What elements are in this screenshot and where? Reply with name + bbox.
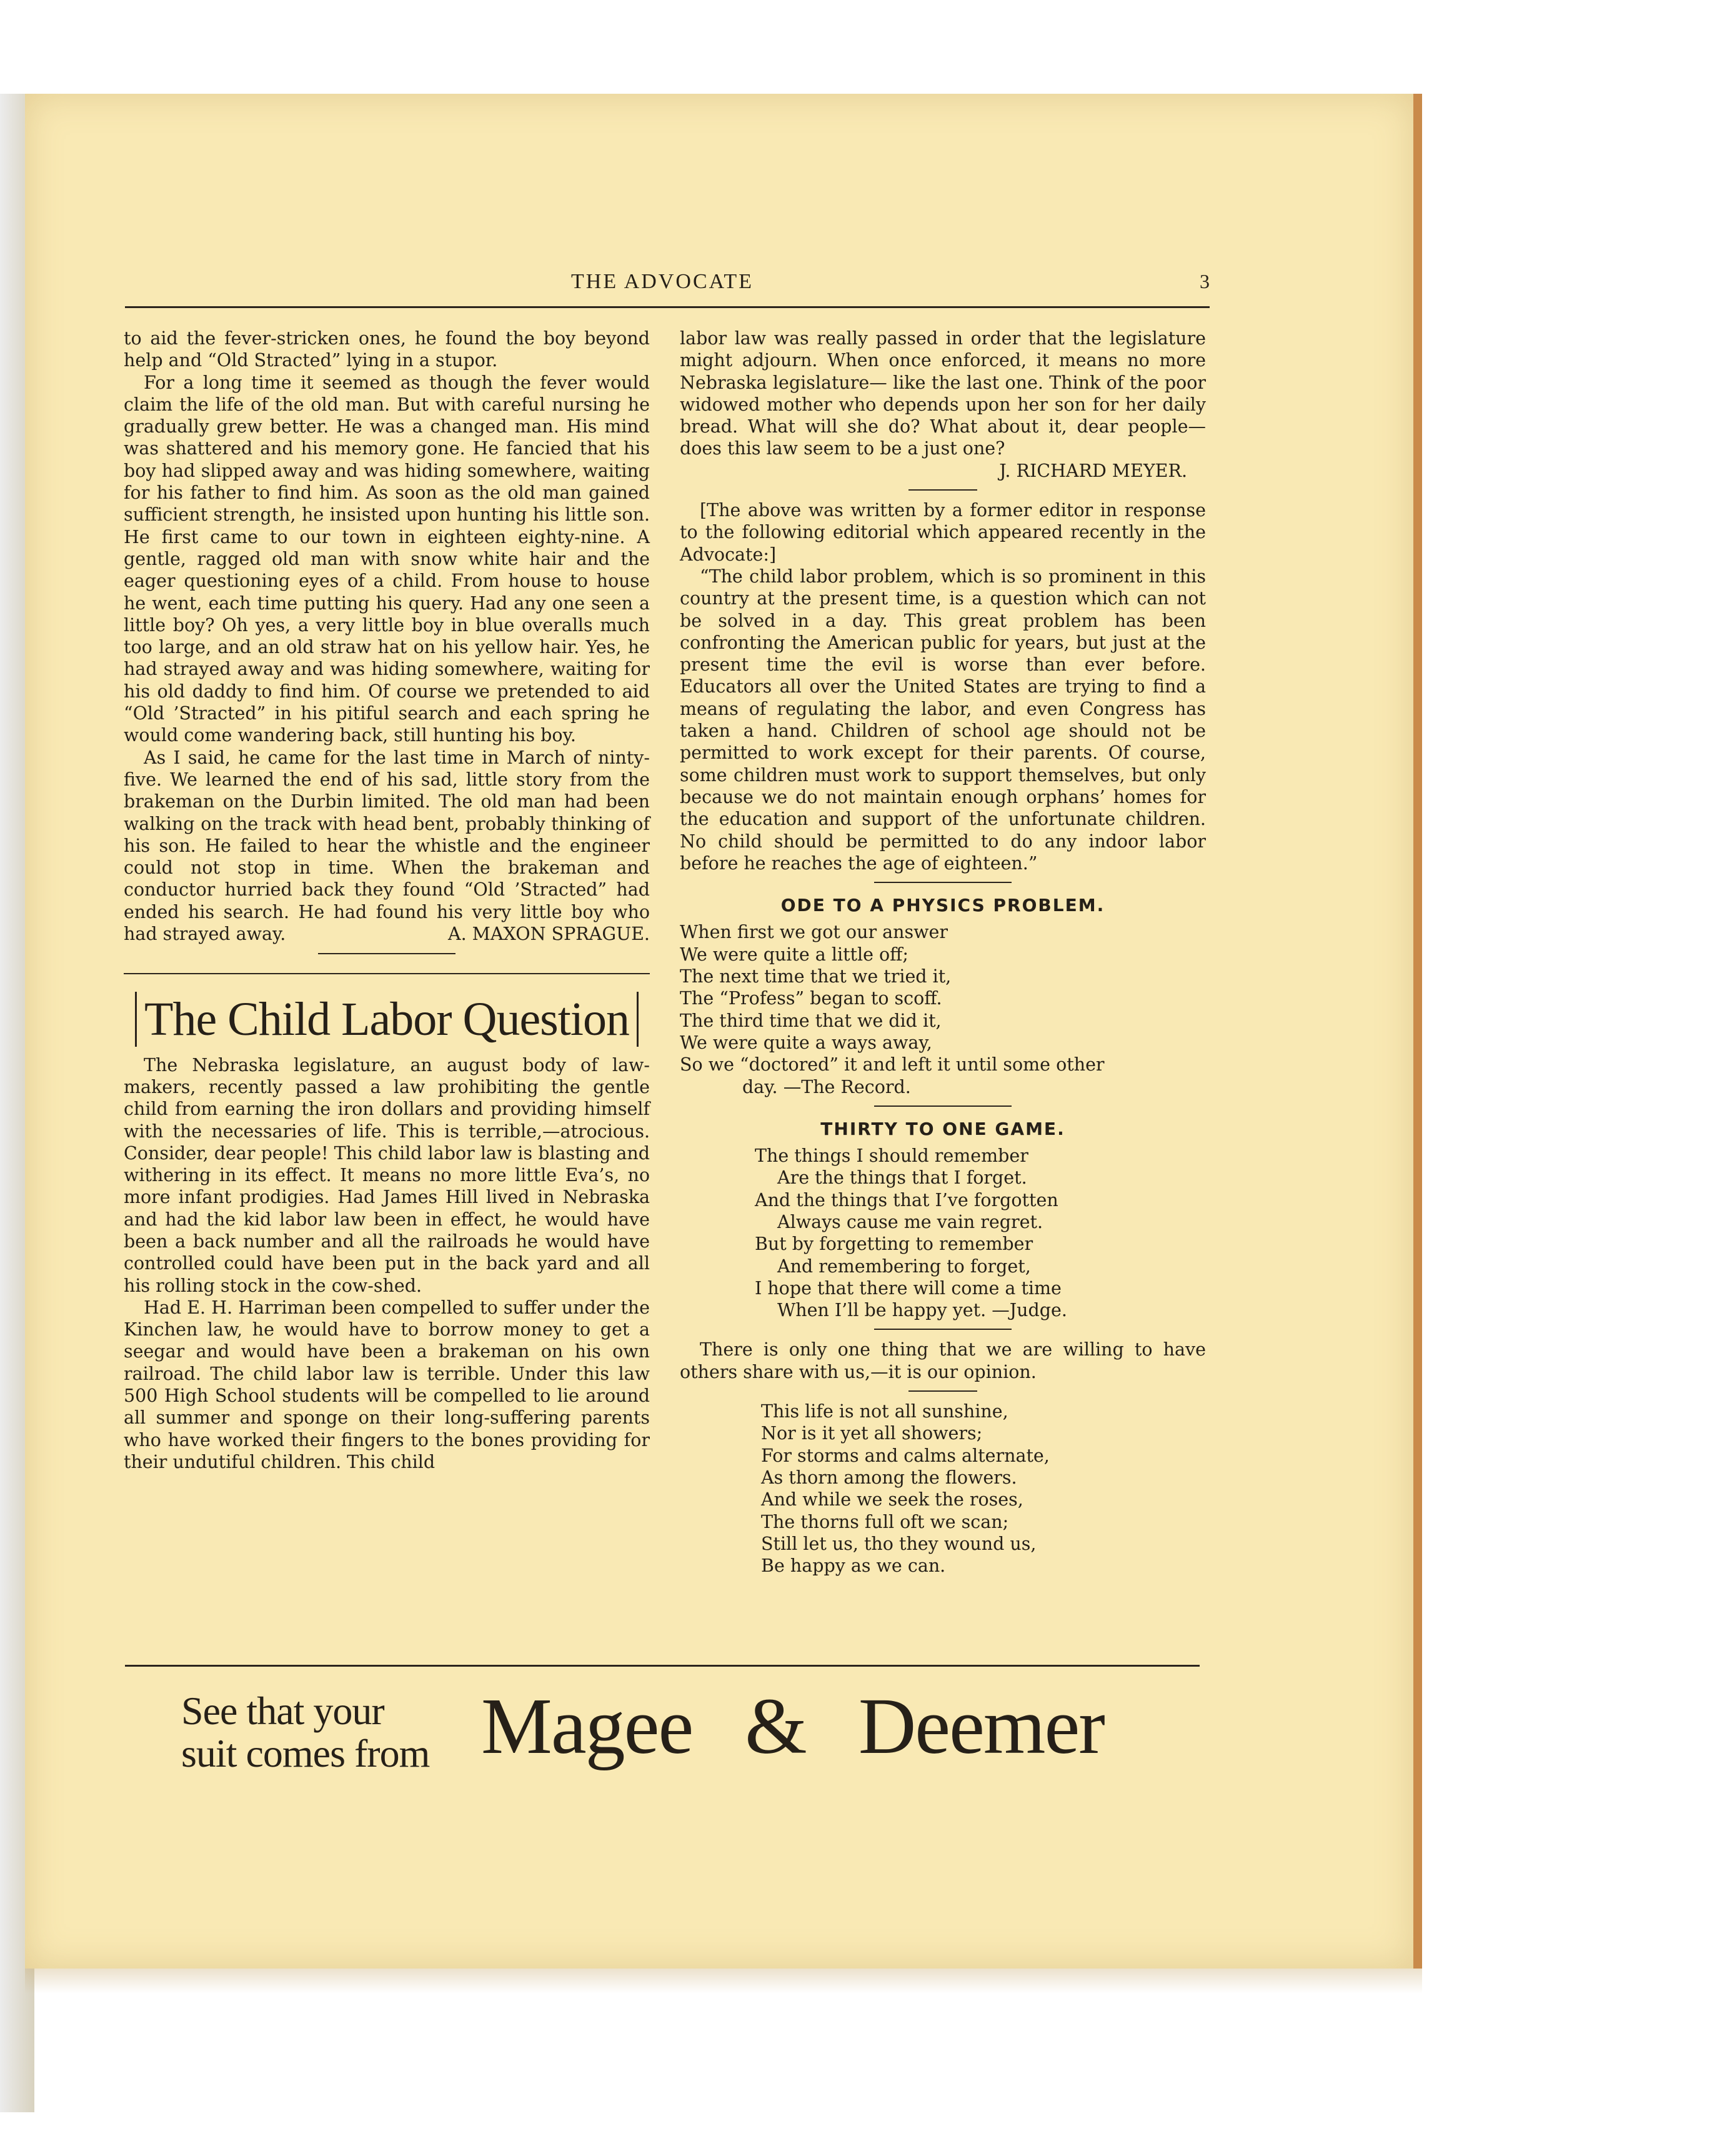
left-column bbox=[124, 327, 650, 1473]
editorial-quote: “The child labor problem, which is so prominent in this country at the present time, is a question which can not be solved in a day. This great problem has been confronting the American public for years, but just at the present time the evil is worse than ever before. Educators all over the United States are trying to find a means of regulating the labor, and even Congress has taken a hand. Children of school age should not be permitted to work except for their parents. Of course, some children must work to support themselves, but only because we do not maintain enough orphans’ homes for the education and support of the unfortunate children. No child should be permitted to do any indoor labor before he reaches the age of eighteen.” bbox=[680, 566, 1206, 874]
advertisement bbox=[181, 1681, 1206, 1781]
page-shadow bbox=[25, 1969, 1422, 1994]
poem-line: For storms and calms alternate, bbox=[761, 1445, 1050, 1466]
poem-credit: —The Record. bbox=[783, 1076, 911, 1097]
poem-credit-line bbox=[680, 1076, 1206, 1098]
poem-body bbox=[680, 1145, 1206, 1321]
story-paragraph: For a long time it seemed as though the fever would claim the life of the old man. But with careful nursing he gradually grew better. He was a changed man. His mind was shattered and his memory gone. He fancied that his boy had slipped away and was hiding somewhere, waiting for his father to find him. As soon as the old man gained sufficient strength, he insisted upon hunting his little son. He first came to our town in eighteen eighty-nine. A gentle, ragged old man with snow white hair and the eager questioning eyes of a child. From house to house he went, each time putting his query. Had any one seen a little boy? Oh yes, a very little boy in blue overalls much too large, and an old straw hat on his yellow hair. Yes, he had strayed away and was hiding somewhere, waiting for his old daddy to find him. Of course we pretended to aid “Old ’Stracted” in his pitiful search and each spring he would come wandering back, still hunting his boy. bbox=[124, 372, 650, 746]
poem-title: ODE TO A PHYSICS PROBLEM. bbox=[780, 895, 1105, 916]
poem-line: Be happy as we can. bbox=[761, 1555, 946, 1577]
page-header bbox=[125, 270, 1218, 301]
poem-line: And while we seek the roses, bbox=[761, 1489, 1023, 1510]
page-number: 3 bbox=[1200, 270, 1210, 292]
poem-line: day. bbox=[742, 1076, 778, 1097]
article-paragraph: Had E. H. Harriman been compelled to suffer under the Kinchen law, he would have to borrow money to get a seegar and would have been a brakeman on his own railroad. The child labor law is terrible. Under this law 500 High School students will be compelled to lie around all summer and sponge on their long-suffering parents who have worked their fingers to the bones providing for their undutiful children. This child bbox=[124, 1297, 650, 1472]
poem-title: THIRTY TO ONE GAME. bbox=[820, 1118, 1065, 1139]
ad-tagline-line: suit comes from bbox=[181, 1731, 430, 1775]
divider bbox=[908, 1390, 977, 1392]
poem-line: We were quite a ways away, bbox=[680, 1032, 932, 1053]
poem-line: I hope that there will come a time bbox=[755, 1277, 1062, 1299]
poem-line: The thorns full oft we scan; bbox=[761, 1511, 1009, 1532]
opinion-paragraph: There is only one thing that we are willing to have others share with us,—it is our opinion. bbox=[680, 1339, 1206, 1382]
advertisement-rule bbox=[125, 1665, 1200, 1667]
poem-line: The things I should remember bbox=[755, 1145, 1028, 1167]
poem-body bbox=[680, 1400, 1206, 1577]
poem-body bbox=[680, 921, 1206, 1097]
poem-line: Nor is it yet all showers; bbox=[761, 1423, 983, 1444]
poem-line: Are the things that I forget. bbox=[777, 1167, 1027, 1189]
poem-line: And remembering to forget, bbox=[777, 1255, 1031, 1277]
divider bbox=[874, 1329, 1012, 1330]
poem-line: When first we got our answer bbox=[680, 922, 948, 943]
story-paragraph: to aid the fever-stricken ones, he found the boy beyond help and “Old Stracted” lying in a stupor. bbox=[124, 328, 650, 371]
divider bbox=[874, 882, 1012, 883]
story-paragraph: As I said, he came for the last time in March of ninty-five. We learned the end of his sad, little story from the brakeman on the Durbin limited. The old man had been walking on the track with head bent, probably thinking of his son. He failed to hear the whistle and the engineer could not stop in time. When the brakeman and conductor hurried back they found “Old ’Stracted” had ended his search. He had found his very little boy who had strayed away. bbox=[124, 747, 650, 945]
poem-line: As thorn among the flowers. bbox=[761, 1467, 1017, 1488]
poem-line: This life is not all sunshine, bbox=[761, 1401, 1008, 1422]
header-rule bbox=[125, 306, 1210, 308]
poem-line: The third time that we did it, bbox=[680, 1010, 942, 1031]
poem-line: The next time that we tried it, bbox=[680, 966, 952, 987]
ad-ampersand: & bbox=[745, 1682, 806, 1770]
article-continuation: labor law was really passed in order that the legislature might adjourn. When once enforced, it means no more Nebraska legislature— like the last one. Think of the poor widowed mother who depends upon her son for her daily bread. What will she do? What about it, dear people—does this law seem to be a just one? bbox=[680, 328, 1206, 459]
section-title: The Child Labor Question bbox=[135, 992, 639, 1047]
poem-line: The “Profess” began to scoff. bbox=[680, 988, 942, 1009]
ad-tagline-line: See that your bbox=[181, 1689, 384, 1733]
article-signature: J. RICHARD MEYER. bbox=[999, 460, 1187, 481]
ad-store-name bbox=[481, 1682, 1104, 1770]
article-paragraph: The Nebraska legislature, an august body of law-makers, recently passed a law prohibiting the gentle child from earning the iron dollars and providing himself with the necessaries of life. This is terrible,—atrocious. Consider, dear people! This child labor law is blasting and withering in its effect. It means no more little Eva’s, no more infant prodigies. Had James Hill lived in Nebraska and had the kid labor law been in effect, he would have been a back number and all the railroads he would have controlled could have been put in the back yard and all his rolling stock in the cow-shed. bbox=[124, 1054, 650, 1296]
running-title: THE ADVOCATE bbox=[571, 270, 754, 293]
poem-line: When I’ll be happy yet. bbox=[777, 1300, 987, 1321]
poem-line: Still let us, tho they wound us, bbox=[761, 1533, 1037, 1554]
right-column bbox=[680, 327, 1206, 1577]
divider bbox=[874, 1105, 1012, 1107]
divider bbox=[318, 953, 455, 954]
editor-note: [The above was written by a former editor in response to the following editorial which appeared recently in the Advocate:] bbox=[680, 500, 1206, 565]
story-signature: A. MAXON SPRAGUE. bbox=[447, 924, 650, 945]
ad-tagline bbox=[181, 1690, 429, 1775]
section-title-box bbox=[124, 973, 650, 1047]
poem-line: We were quite a little off; bbox=[680, 944, 909, 965]
poem-credit-line bbox=[755, 1299, 1206, 1321]
ad-name-second: Deemer bbox=[858, 1682, 1104, 1770]
poem-line: So we “doctored” it and left it until some other bbox=[680, 1054, 1105, 1076]
poem-line: And the things that I’ve forgotten bbox=[755, 1189, 1058, 1210]
poem-line: But by forgetting to remember bbox=[755, 1234, 1033, 1255]
poem-line: Always cause me vain regret. bbox=[777, 1211, 1043, 1232]
poem-credit: —Judge. bbox=[992, 1300, 1067, 1321]
ad-name-first: Magee bbox=[481, 1682, 693, 1770]
divider bbox=[908, 489, 977, 491]
